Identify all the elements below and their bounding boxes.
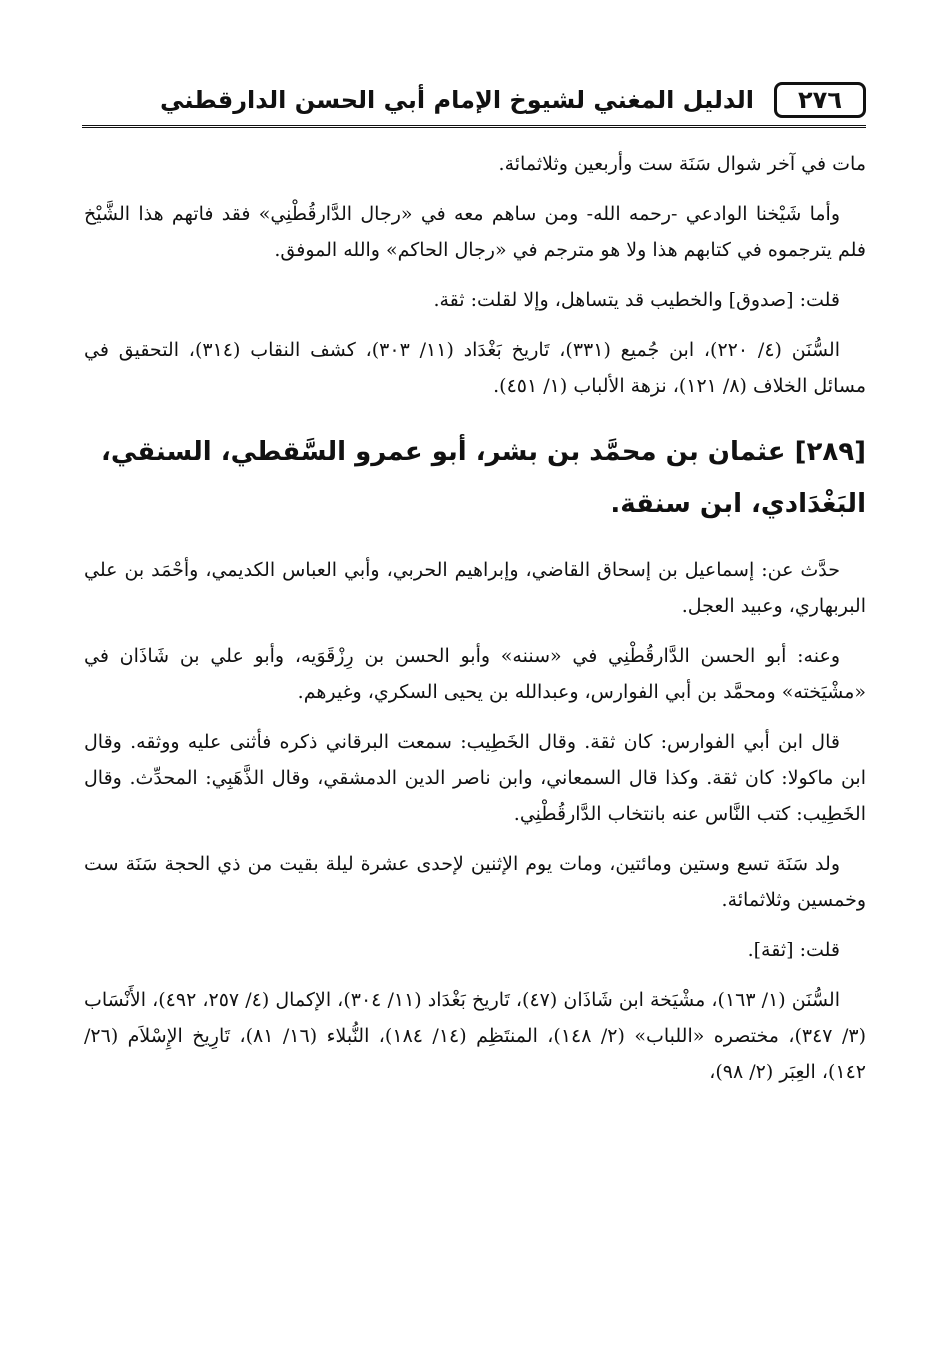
entry-title: [٢٨٩] عثمان بن محمَّد بن بشر، أبو عمرو السَّقطي، السنقي، البَغْدَادي، ابن سنقة. bbox=[101, 437, 866, 519]
paragraph-references: السُّنَن (٤/ ٢٢٠)، ابن جُميع (٣٣١)، تَاريخ بَغْدَاد (١١/ ٣٠٣)، كشف النقاب (٣١٤)، التحقيق في مسائل الخلاف (٨/ ١٢١)، نزهة الألباب (١/ ٤٥١). bbox=[84, 339, 866, 397]
paragraph-entry-references: السُّنَن (١/ ١٦٣)، مشْيَخة ابن شَاذَان (٤٧)، تَاريخ بَغْدَاد (١١/ ٣٠٤)، الإكمال (٤/ ٢٥٧، ٤٩٢)، الأَنْسَاب (٣/ ٣٤٧)، مختصره «اللباب» (٢/ ١٤٨)، المنتَظِم (١٤/ ١٨٤)، النُّبلاء (١٦/ ٨١)، تَارِيخ الإِسْلاَم (٢٦/ ١٤٢)، العِبَر (٢/ ٩٨)، bbox=[84, 989, 866, 1083]
paragraph-wadii-note: وأما شَيْخنا الوادعي -رحمه الله- ومن ساهم معه في «رجال الدَّارقُطْنِي» فقد فاتهم هذا الشَّيْخ فلم يترجموه في كتابهم هذا ولا هو مترجم في «رجال الحاكم» والله الموفق. bbox=[84, 203, 866, 261]
page-body bbox=[84, 146, 866, 1104]
paragraph-birth-death: ولد سَنَة تسع وستين ومائتين، ومات يوم الإثنين لإحدى عشرة ليلة بقيت من ذي الحجة سَنَة ست وخمسين وثلاثمائة. bbox=[84, 853, 866, 911]
paragraph-students: وعنه: أبو الحسن الدَّارقُطْنِي في «سننه» وأبو الحسن بن رِزْقَوَيه، وأبو علي بن شَاذَان في «مشْيَخته» ومحمَّد بن أبي الفوارس، وعبدالله بن يحيى السكري، وغيرهم. bbox=[84, 645, 866, 703]
paragraph-teachers: حدَّث عن: إسماعيل بن إسحاق القاضي، وإبراهيم الحربي، وأبي العباس الكديمي، وأحْمَد بن علي البربهاري، وعبيد العجل. bbox=[84, 559, 866, 617]
header-rule bbox=[82, 125, 866, 128]
paragraph-evaluations: قال ابن أبي الفوارس: كان ثقة. وقال الخَطِيب: سمعت البرقاني ذكره فأثنى عليه ووثقه. وقال ابن ماكولا: كان ثقة. وكذا قال السمعاني، وابن ناصر الدين الدمشقي، وقال الذَّهَبِي: المحدِّث. وقال الخَطِيب: كتب النَّاس عنه بانتخاب الدَّارقُطْنِي. bbox=[84, 731, 866, 825]
paragraph-entry-verdict: قلت: [ثقة]. bbox=[747, 939, 840, 961]
page-header bbox=[82, 82, 866, 128]
page-number: ٢٧٦ bbox=[774, 82, 866, 118]
paragraph-death-date: مات في آخر شوال سَنَة ست وأربعين وثلاثمائة. bbox=[498, 153, 866, 175]
running-title: الدليل المغني لشيوخ الإمام أبي الحسن الدارقطني bbox=[160, 86, 754, 114]
paragraph-verdict: قلت: [صدوق] والخطيب قد يتساهل، وإلا لقلت: ثقة. bbox=[433, 289, 840, 311]
